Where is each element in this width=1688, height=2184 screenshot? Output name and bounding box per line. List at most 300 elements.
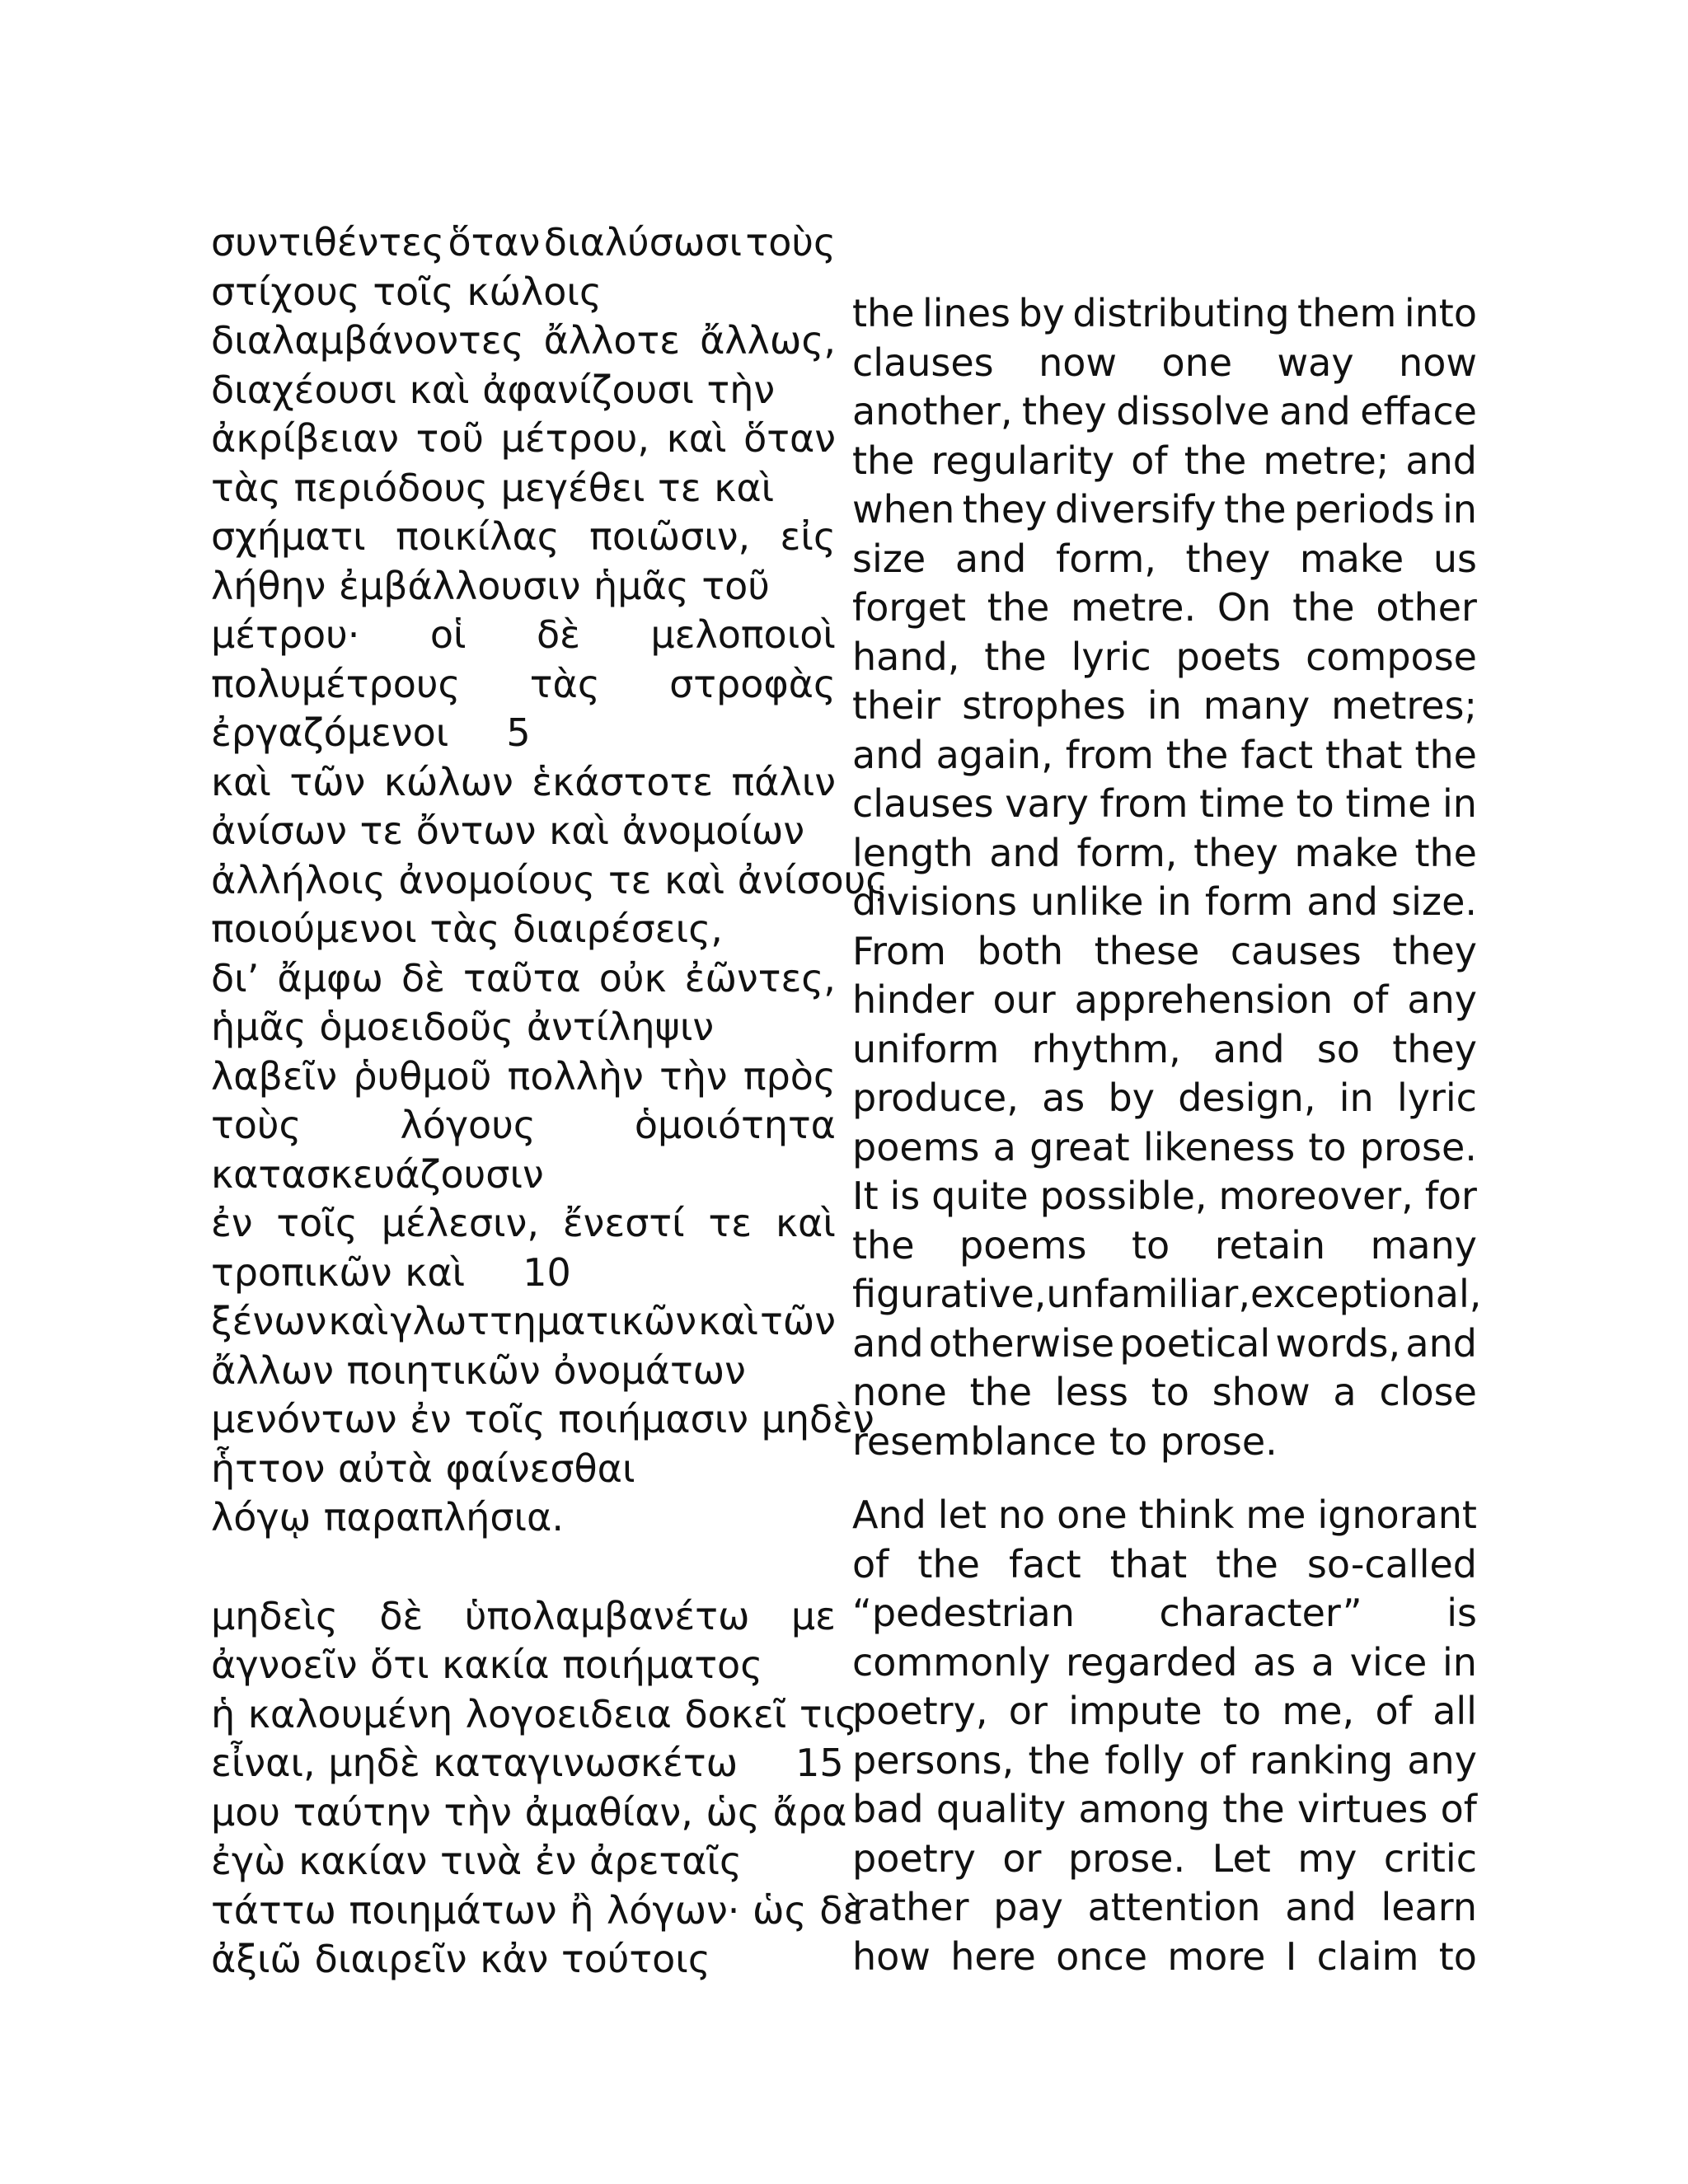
word: εἰς	[780, 514, 836, 559]
word: any	[1407, 1737, 1477, 1783]
word: from	[1100, 781, 1189, 826]
english-line	[852, 1687, 1477, 1736]
word: our	[992, 977, 1056, 1022]
word: clauses	[852, 340, 994, 385]
english-line	[852, 437, 1477, 486]
word: one	[1057, 1493, 1128, 1537]
word: “pedestrian	[852, 1591, 1075, 1635]
line-number: 5	[506, 710, 531, 755]
word: by	[1018, 291, 1065, 335]
greek-line: διαχέουσι καὶ ἀφανίζουσι τὴν	[211, 367, 776, 412]
word: κώλων	[383, 759, 513, 804]
word: And	[852, 1493, 926, 1537]
english-line	[852, 1933, 1477, 1982]
word: time	[1199, 781, 1286, 826]
word: learn	[1381, 1885, 1477, 1929]
word: ἄλλοτε	[543, 318, 681, 363]
word: other	[1376, 585, 1477, 630]
word: in	[1146, 683, 1182, 728]
word: regarded	[1066, 1639, 1238, 1685]
greek-line: ἡμᾶς ὁμοειδοῦς ἀντίληψιν	[211, 1005, 715, 1049]
word: On	[1217, 585, 1272, 630]
word: ἀκρίβειαν	[211, 416, 400, 461]
word: metre.	[1071, 585, 1197, 630]
word: lyric	[1396, 1076, 1477, 1120]
word: once	[1056, 1933, 1148, 1979]
word: in	[1442, 487, 1477, 532]
word: poets	[1175, 634, 1282, 679]
greek-line	[211, 1052, 836, 1102]
word: us	[1432, 536, 1477, 581]
english-line	[852, 1368, 1477, 1418]
word: dissolve	[1116, 389, 1270, 434]
word: the	[1222, 1787, 1285, 1831]
word: me	[1245, 1493, 1306, 1537]
word: ὁμοιότητα	[634, 1103, 836, 1147]
word: poetry	[852, 1835, 976, 1881]
word: τοὺς	[211, 1103, 302, 1147]
word: distributing	[1072, 291, 1290, 335]
word: poetical	[1119, 1320, 1271, 1366]
word: to	[1308, 1124, 1347, 1169]
word: unfamiliar,	[1046, 1272, 1250, 1316]
word: in	[1156, 879, 1192, 924]
word: rather	[852, 1885, 969, 1929]
word: τοῦ	[415, 416, 485, 461]
word: retain	[1214, 1222, 1326, 1268]
word: Let	[1212, 1835, 1271, 1881]
word: καὶ	[666, 416, 727, 461]
word: lines	[921, 291, 1010, 335]
word: exceptional,	[1250, 1272, 1482, 1316]
word: more	[1167, 1933, 1266, 1979]
word: any	[1407, 977, 1477, 1022]
word: causes	[1230, 928, 1362, 973]
word: the	[969, 1370, 1033, 1414]
word: ignorant	[1317, 1493, 1477, 1537]
word: λαβεῖν	[211, 1053, 338, 1099]
word: ἄμφω	[277, 955, 383, 1001]
english-paragraph-1	[852, 289, 1482, 1466]
word: my	[1297, 1835, 1357, 1881]
greek-line: λόγῳ παραπλήσια.	[211, 1495, 565, 1540]
word: critic	[1383, 1835, 1477, 1881]
greek-line: τροπικῶν καὶ 10	[211, 1249, 836, 1298]
word: and	[1285, 1885, 1357, 1929]
word: δὲ	[379, 1593, 424, 1638]
word: size.	[1391, 879, 1477, 924]
word: that	[1109, 1541, 1188, 1586]
english-line	[852, 780, 1477, 829]
english-line	[852, 976, 1477, 1025]
word: diversify	[1054, 487, 1217, 532]
word: none	[852, 1370, 947, 1414]
word: quite	[931, 1174, 1029, 1218]
english-line	[852, 1172, 1477, 1221]
word: of	[1440, 1787, 1477, 1831]
word: prose.	[1359, 1124, 1477, 1169]
word: commonly	[852, 1639, 1051, 1685]
word: μέτρου,	[500, 416, 650, 461]
word: the	[852, 291, 915, 335]
english-line	[852, 1221, 1477, 1271]
word: and	[852, 732, 924, 777]
word: οἱ	[429, 612, 467, 657]
word: both	[977, 928, 1064, 973]
word: ὑπολαμβανέτω	[464, 1593, 750, 1638]
english-translation-column	[852, 289, 1482, 1981]
greek-line: λήθην ἐμβάλλουσιν ἡμᾶς τοῦ	[211, 563, 770, 608]
word: possible,	[1039, 1174, 1207, 1218]
word: λόγους	[400, 1103, 536, 1147]
word: in	[1442, 1639, 1477, 1685]
word: their	[852, 683, 941, 728]
word: from	[1065, 732, 1154, 777]
word: quality	[935, 1787, 1067, 1831]
word: δι’	[211, 955, 260, 1001]
word: ἑκάστοτε	[532, 759, 714, 804]
word: and	[852, 1320, 924, 1366]
word: καὶ	[211, 759, 271, 804]
greek-line: ἐργαζόμενοι 5	[211, 709, 836, 758]
word: a	[1311, 1639, 1335, 1685]
word: make	[1299, 536, 1404, 581]
english-line	[852, 1270, 1482, 1319]
english-line	[852, 829, 1477, 879]
word: με	[790, 1593, 836, 1638]
word: they	[1193, 830, 1278, 875]
line-number: 10	[523, 1249, 571, 1295]
greek-line	[211, 758, 836, 808]
english-line	[852, 1123, 1477, 1173]
word: to	[1131, 1222, 1170, 1268]
word: It	[852, 1174, 879, 1218]
greek-line: τὰς περιόδους μεγέθει τε καὶ	[211, 465, 775, 510]
english-line	[852, 1785, 1477, 1835]
word: the	[987, 585, 1050, 630]
greek-line	[211, 1199, 836, 1249]
word: persons,	[852, 1737, 1015, 1783]
english-line	[852, 927, 1477, 977]
word: ἄλλως,	[700, 318, 836, 363]
word: poems	[852, 1124, 980, 1169]
word: and	[1405, 1320, 1477, 1366]
word: πολυμέτρους	[211, 661, 461, 706]
word: virtues	[1296, 1787, 1428, 1831]
greek-line	[211, 954, 836, 1004]
line-number: 15	[795, 1741, 844, 1785]
word: bad	[852, 1787, 924, 1831]
word: τῶν	[289, 759, 366, 804]
english-line	[852, 339, 1477, 388]
word: πάλιν	[731, 759, 836, 804]
greek-line	[211, 316, 836, 366]
word: the	[1414, 830, 1477, 875]
word: many	[1203, 683, 1311, 728]
word: metre;	[1263, 438, 1390, 483]
word: the	[917, 1541, 980, 1586]
word: vary	[1005, 781, 1089, 826]
greek-line	[211, 1101, 836, 1151]
word: and	[1279, 389, 1351, 434]
greek-line: μενόντων ἐν τοῖς ποιήμασιν μηδὲν	[211, 1397, 874, 1441]
word: here	[950, 1933, 1036, 1979]
word: of	[1352, 977, 1389, 1022]
word: compose	[1306, 634, 1477, 679]
word: divisions	[852, 879, 1017, 924]
greek-line: ἧττον αὐτὰ φαίνεσθαι	[211, 1446, 635, 1491]
word: ὅταν	[448, 220, 541, 265]
word: impute	[1068, 1689, 1203, 1733]
word: them	[1297, 291, 1397, 335]
word: efface	[1360, 389, 1477, 434]
english-line: resemblance to prose.	[852, 1418, 1278, 1464]
word: they	[1392, 928, 1477, 973]
word: words,	[1275, 1320, 1401, 1366]
greek-line	[211, 415, 836, 464]
word: the	[1028, 1737, 1090, 1783]
word: so-called	[1306, 1541, 1477, 1586]
word: From	[852, 928, 946, 973]
word: the	[984, 634, 1047, 679]
word: μελοποιοὶ	[650, 612, 836, 657]
word: καὶ	[328, 1299, 389, 1343]
word: form,	[1056, 536, 1156, 581]
word: τε	[708, 1201, 753, 1245]
english-line	[852, 1074, 1477, 1123]
word: poetry,	[852, 1689, 988, 1733]
word: ποιῶσιν,	[589, 514, 751, 559]
greek-line: μου ταύτην τὴν ἀμαθίαν, ὡς ἄρα	[211, 1789, 847, 1835]
word: moreover,	[1218, 1174, 1414, 1218]
word: the	[852, 1222, 915, 1268]
word: in	[1442, 781, 1477, 826]
word: to	[1296, 781, 1334, 826]
word: these	[1094, 928, 1200, 973]
word: time	[1345, 781, 1432, 826]
word: τοῖς	[276, 1201, 358, 1245]
word: in	[1339, 1076, 1374, 1120]
word: they	[962, 487, 1048, 532]
word: to	[1151, 1370, 1189, 1414]
english-line	[852, 1319, 1477, 1369]
word: ῥυθμοῦ	[353, 1053, 492, 1099]
word: again,	[935, 732, 1053, 777]
greek-line: ἀλλήλοις ἀνομοίους τε καὶ ἀνίσους	[211, 857, 889, 902]
english-line	[852, 682, 1477, 731]
word: apprehension	[1074, 977, 1334, 1022]
word: ἔνεστί	[562, 1201, 685, 1245]
word: when	[852, 487, 955, 532]
word: οὐκ	[598, 955, 667, 1001]
word: I	[1285, 1933, 1297, 1979]
word: for	[1424, 1174, 1477, 1218]
word: fact	[1009, 1541, 1081, 1586]
greek-line	[211, 660, 836, 710]
word: σχήματι	[211, 514, 366, 559]
english-line	[852, 1540, 1477, 1590]
english-line	[852, 485, 1477, 535]
word: vice	[1349, 1639, 1428, 1685]
word: πρὸς	[743, 1053, 836, 1099]
greek-line	[211, 1592, 836, 1642]
word: a	[992, 1124, 1016, 1169]
word: among	[1078, 1787, 1210, 1831]
english-line	[852, 633, 1477, 682]
word: clauses	[852, 781, 994, 826]
word: μέτρου·	[211, 612, 360, 657]
english-line	[852, 1883, 1477, 1933]
word: of	[1198, 1737, 1236, 1783]
word: pay	[993, 1885, 1063, 1929]
word: is	[1447, 1591, 1477, 1635]
word: they	[1022, 389, 1107, 434]
greek-line: ἀξιῶ διαιρεῖν κἀν τούτοις	[211, 1937, 710, 1981]
word: they	[1185, 536, 1271, 581]
word: unlike	[1030, 879, 1144, 924]
word: great	[1029, 1124, 1130, 1169]
english-line	[852, 583, 1477, 633]
word: hand,	[852, 634, 960, 679]
word: as	[1042, 1076, 1085, 1120]
word: δὲ	[401, 955, 445, 1001]
word: rhythm,	[1031, 1026, 1181, 1071]
word: πολλὴν	[507, 1053, 644, 1099]
word: likeness	[1142, 1124, 1296, 1169]
word: καὶ	[698, 1299, 759, 1343]
word: that	[1325, 732, 1403, 777]
word: μέλεσιν,	[381, 1201, 539, 1245]
word: they	[1392, 1026, 1477, 1071]
word: διαλύσωσι	[543, 220, 743, 265]
greek-line: εἶναι, μηδὲ καταγινωσκέτω 15	[211, 1739, 836, 1788]
word: uniform	[852, 1026, 1000, 1071]
word: the	[852, 438, 915, 483]
word: into	[1404, 291, 1477, 335]
word: and	[1405, 438, 1477, 483]
word: now	[1399, 340, 1477, 385]
english-line	[852, 289, 1477, 339]
english-line	[852, 878, 1477, 927]
word: ranking	[1250, 1737, 1394, 1783]
word: strophes	[962, 683, 1126, 728]
word: close	[1379, 1370, 1477, 1414]
word: and	[989, 830, 1061, 875]
word: δὲ	[536, 612, 580, 657]
english-line	[852, 387, 1477, 437]
word: forget	[852, 585, 966, 630]
word: form	[1204, 879, 1294, 924]
word: by	[1108, 1076, 1155, 1120]
greek-line: ποιούμενοι τὰς διαιρέσεις,	[211, 907, 723, 951]
word: the	[1184, 438, 1247, 483]
english-line	[852, 1491, 1477, 1540]
paragraph-gap	[211, 1543, 836, 1592]
word: the	[1216, 1541, 1278, 1586]
word: and	[1213, 1026, 1285, 1071]
greek-line	[211, 611, 836, 660]
word: as	[1253, 1639, 1296, 1685]
word: τὰς	[529, 661, 600, 706]
word: lyric	[1071, 634, 1151, 679]
word: συντιθέντες	[211, 220, 444, 265]
word: form,	[1076, 830, 1178, 875]
word: ὅταν	[743, 416, 836, 461]
word: ξένων	[211, 1299, 327, 1343]
word: fact	[1240, 732, 1314, 777]
word: periods	[1294, 487, 1435, 532]
word: or	[1008, 1689, 1048, 1733]
english-line	[852, 1025, 1477, 1075]
word: show	[1212, 1370, 1311, 1414]
word: produce,	[852, 1076, 1019, 1120]
word: τῶν	[760, 1299, 836, 1343]
word: figurative,	[852, 1272, 1047, 1316]
word: claim	[1316, 1933, 1419, 1979]
word: ἐν	[211, 1201, 253, 1245]
greek-line	[211, 1297, 836, 1347]
greek-line: ἐγὼ κακίαν τινὰ ἐν ἀρεταῖς	[211, 1839, 743, 1883]
greek-line: στίχους τοῖς κώλοις	[211, 269, 602, 314]
greek-line	[211, 218, 836, 268]
word: or	[1002, 1835, 1042, 1881]
word: to	[1438, 1933, 1477, 1979]
english-line	[852, 1736, 1477, 1786]
english-paragraph-2	[852, 1491, 1477, 1981]
word: στροφὰς	[669, 661, 836, 706]
word: let	[937, 1493, 987, 1537]
word: another,	[852, 389, 1013, 434]
greek-line: ἡ καλουμένη λογοειδεια δοκεῖ τις	[211, 1691, 858, 1736]
word: διαλαμβάνοντες	[211, 318, 524, 363]
word: regularity	[931, 438, 1115, 483]
word: how	[852, 1933, 931, 1979]
english-line	[852, 1638, 1477, 1688]
word: size	[852, 536, 926, 581]
word: attention	[1087, 1885, 1261, 1929]
word: καὶ	[775, 1201, 836, 1245]
word: μηδεὶς	[211, 1593, 338, 1638]
word: γλωττηματικῶν	[390, 1299, 697, 1343]
paragraph-gap	[852, 1466, 1477, 1491]
word: the	[1414, 732, 1477, 777]
word: poems	[959, 1222, 1087, 1268]
word: metres;	[1331, 683, 1477, 728]
word: make	[1294, 830, 1399, 875]
word: otherwise	[928, 1320, 1115, 1366]
english-line	[852, 731, 1477, 780]
word: all	[1432, 1689, 1477, 1733]
word: way	[1277, 340, 1354, 385]
word: the	[1292, 585, 1355, 630]
word: of	[1375, 1689, 1412, 1733]
word: τὴν	[659, 1053, 728, 1099]
word: one	[1161, 340, 1233, 385]
english-line	[852, 535, 1477, 584]
word: so	[1316, 1026, 1360, 1071]
word: folly	[1104, 1737, 1185, 1783]
word: no	[997, 1493, 1046, 1537]
word: τοὺς	[745, 220, 836, 265]
word: hinder	[852, 977, 974, 1022]
word: ἐῶντες,	[684, 955, 836, 1001]
word: prose.	[1067, 1835, 1186, 1881]
greek-line: ἀγνοεῖν ὅτι κακία ποιήματος	[211, 1643, 763, 1687]
word: of	[1131, 438, 1168, 483]
word: me,	[1282, 1689, 1355, 1733]
word: and	[954, 536, 1027, 581]
word: to	[1222, 1689, 1262, 1733]
